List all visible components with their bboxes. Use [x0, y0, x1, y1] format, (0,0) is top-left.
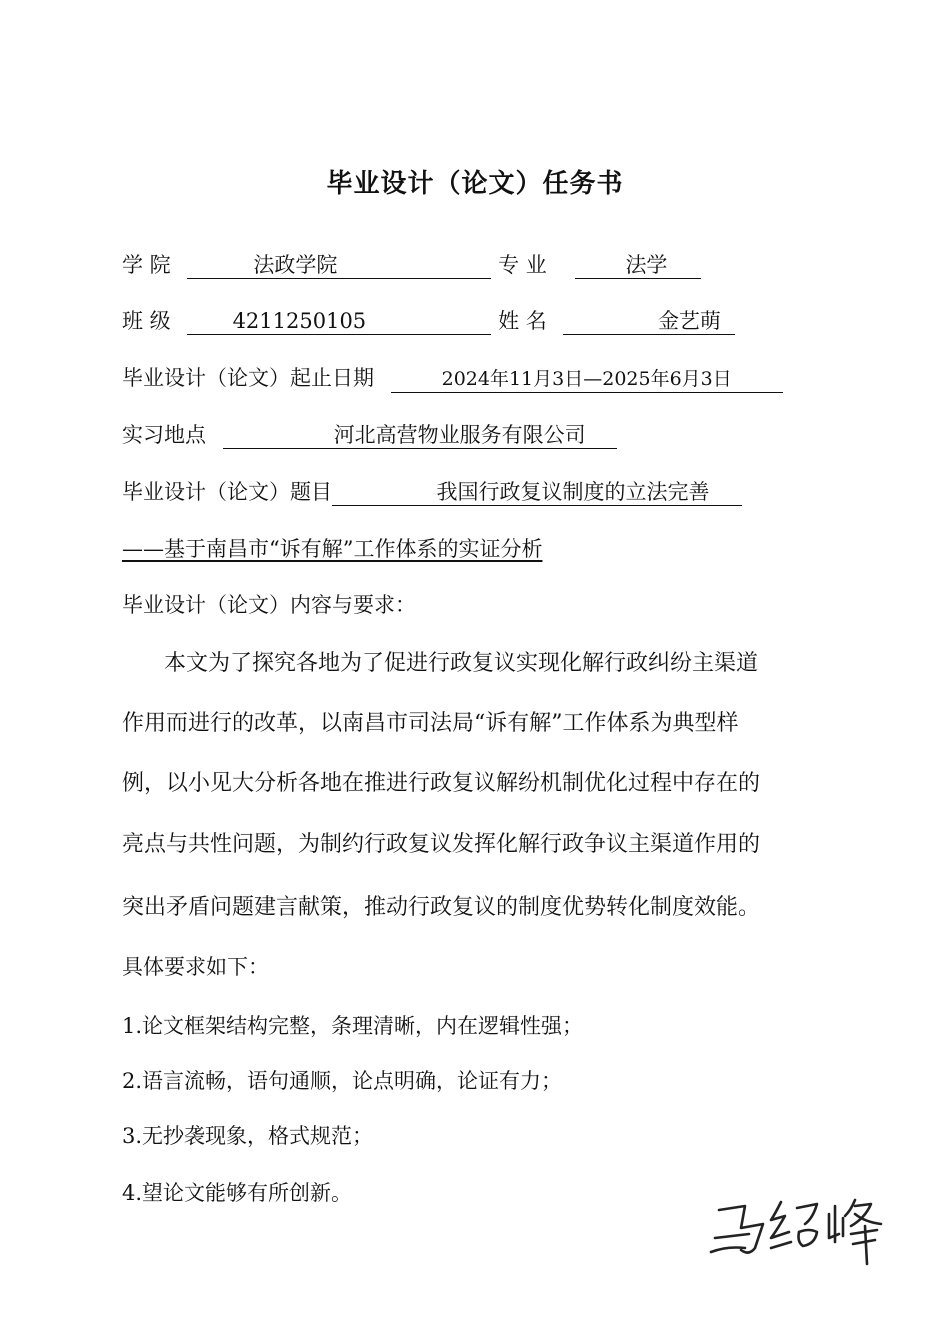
- topic-label: 毕业设计（论文）题目: [122, 480, 332, 504]
- name-value: 金艺萌: [563, 308, 735, 335]
- place-label: 实习地点: [122, 423, 206, 447]
- requirement-3: 3.无抄袭现象，格式规范；: [122, 1124, 374, 1148]
- requirement-1: 1.论文框架结构完整，条理清晰，内在逻辑性强；: [122, 1014, 584, 1038]
- body-line-5: 突出矛盾问题建言献策，推动行政复议的制度优势转化制度效能。: [122, 895, 761, 920]
- college-major-row: [122, 250, 701, 280]
- document-title: 毕业设计（论文）任务书: [326, 169, 624, 199]
- class-name-row: [122, 306, 735, 336]
- requirement-4: 4.望论文能够有所创新。: [122, 1181, 353, 1205]
- college-label: 学 院: [122, 253, 171, 277]
- topic-value-line1: 我国行政复议制度的立法完善: [332, 479, 742, 506]
- content-label: 毕业设计（论文）内容与要求：: [122, 593, 416, 617]
- body-line-2: 作用而进行的改革，以南昌市司法局“诉有解”工作体系为典型样: [122, 711, 739, 736]
- topic-row: [122, 477, 742, 507]
- handwritten-signature: [705, 1188, 895, 1268]
- place-value: 河北高营物业服务有限公司: [223, 422, 617, 449]
- class-label: 班 级: [122, 309, 171, 333]
- dates-value: 2024年11月3日—2025年6月3日: [391, 366, 783, 393]
- name-label: 姓 名: [498, 309, 547, 333]
- place-row: [122, 420, 617, 450]
- major-label: 专 业: [498, 253, 547, 277]
- body-line-4: 亮点与共性问题，为制约行政复议发挥化解行政争议主渠道作用的: [122, 832, 761, 857]
- topic-value-line2: ——基于南昌市“诉有解”工作体系的实证分析: [122, 537, 543, 561]
- body-line-3: 例，以小见大分析各地在推进行政复议解纷机制优化过程中存在的: [122, 771, 761, 796]
- requirement-2: 2.语言流畅，语句通顺，论点明确，论证有力；: [122, 1069, 563, 1093]
- dates-label: 毕业设计（论文）起止日期: [122, 366, 374, 390]
- major-value: 法学: [575, 252, 701, 279]
- requirements-intro: 具体要求如下：: [122, 955, 269, 979]
- college-value: 法政学院: [187, 252, 491, 279]
- dates-row: [122, 363, 783, 393]
- class-value: 4211250105: [187, 308, 491, 335]
- body-line-1: 本文为了探究各地为了促进行政复议实现化解行政纠纷主渠道: [164, 651, 759, 676]
